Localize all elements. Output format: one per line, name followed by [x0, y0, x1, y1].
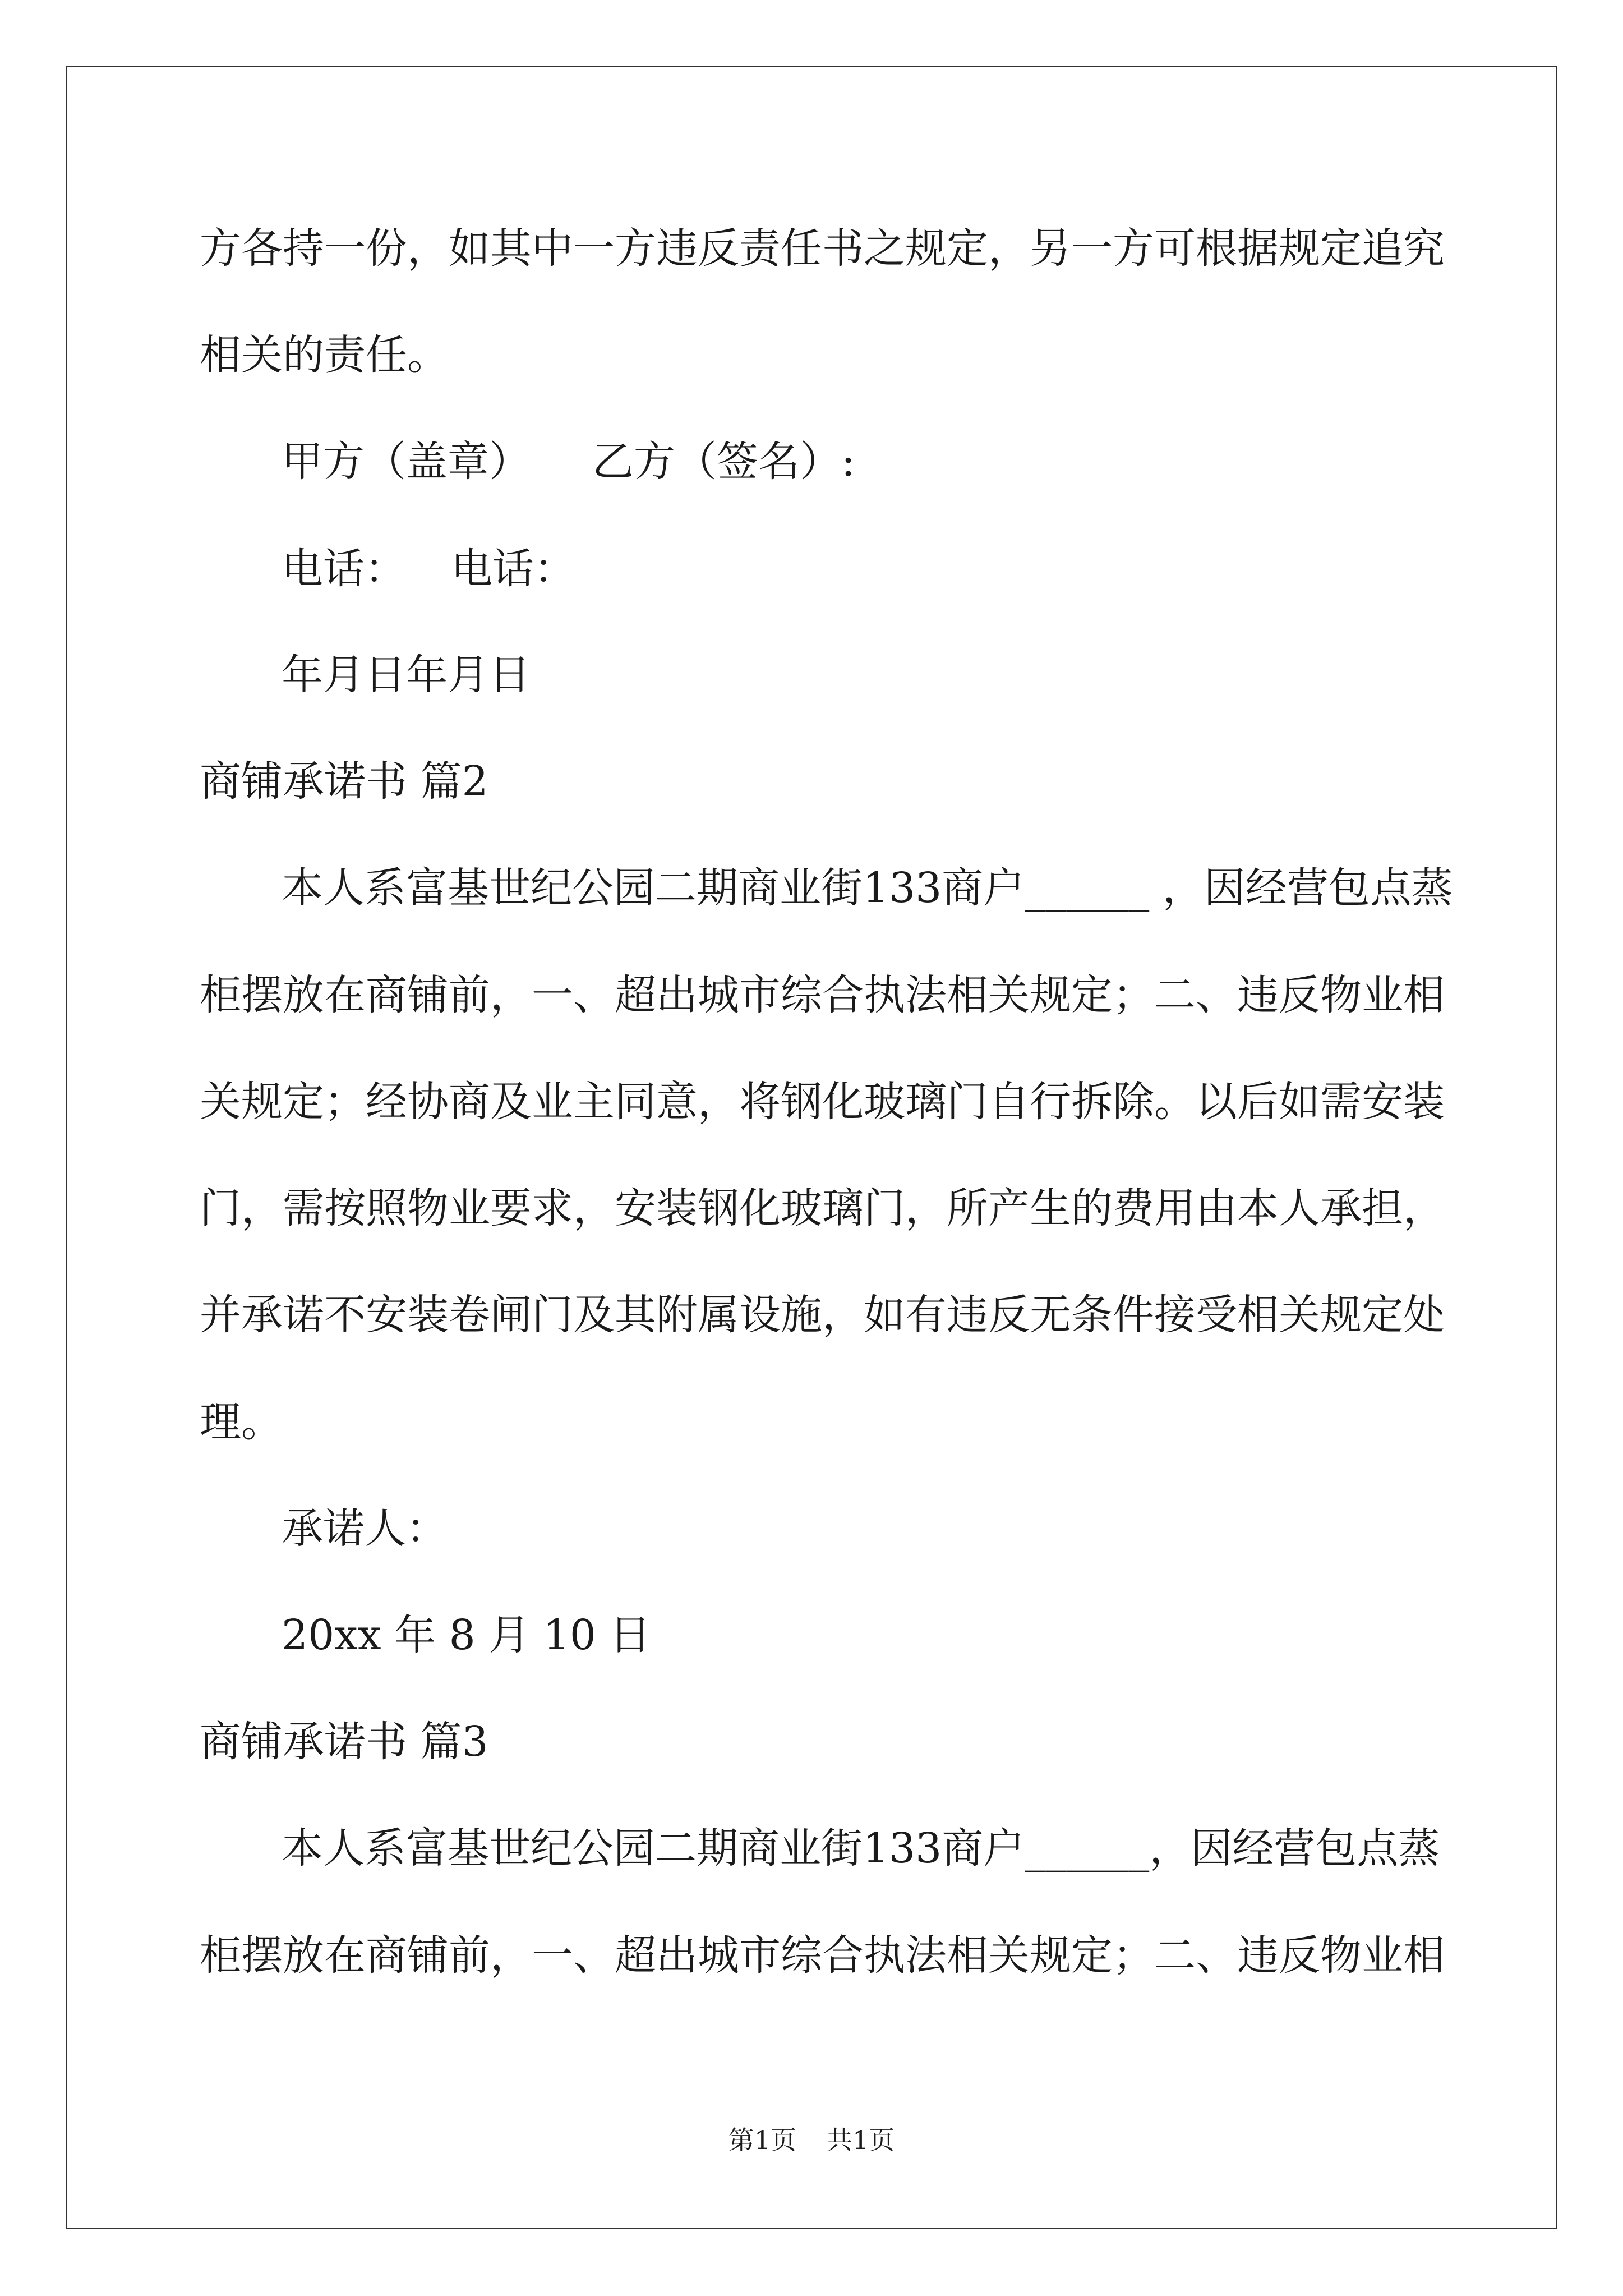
- page-number-current: 第1页: [728, 2125, 796, 2155]
- section-heading-3: 商铺承诺书 篇3: [200, 1718, 488, 1766]
- phone-a-label: 电话：: [282, 545, 406, 593]
- promisor-label: 承诺人：: [282, 1504, 448, 1553]
- paragraph-1-line-1: 方各持一份，如其中一方违反责任书之规定，另一方可根据规定追究: [200, 224, 1445, 273]
- date-line: 年月日年月日: [282, 651, 531, 699]
- paragraph-3-line-1: 本人系富基世纪公园二期商业街133商户______，因经营包点蒸: [282, 1824, 1440, 1872]
- paragraph-2-line-4: 门，需按照物业要求，安装钢化玻璃门，所产生的费用由本人承担，: [200, 1184, 1445, 1232]
- party-a-label: 甲方（盖章）: [282, 438, 531, 486]
- promise-date: 20xx 年 8 月 10 日: [282, 1611, 651, 1659]
- signature-line: [282, 435, 1429, 489]
- phone-line: [282, 542, 1429, 596]
- phone-b-label: 电话：: [451, 545, 575, 593]
- page-footer: [0, 2123, 1623, 2157]
- paragraph-3-line-2: 柜摆放在商铺前，一、超出城市综合执法相关规定；二、违反物业相: [200, 1931, 1445, 1980]
- page-border: [66, 66, 1557, 2229]
- page-number-total: 共1页: [827, 2125, 895, 2155]
- party-b-label: 乙方（签名）:: [592, 438, 855, 486]
- paragraph-2-line-5: 并承诺不安装卷闸门及其附属设施，如有违反无条件接受相关规定处: [200, 1291, 1445, 1339]
- section-heading-2: 商铺承诺书 篇2: [200, 757, 488, 806]
- paragraph-2-line-3: 关规定；经协商及业主同意，将钢化玻璃门自行拆除。以后如需安装: [200, 1078, 1445, 1126]
- paragraph-2-line-1: 本人系富基世纪公园二期商业街133商户______ ，因经营包点蒸: [282, 864, 1453, 912]
- paragraph-2-line-6: 理。: [200, 1398, 283, 1446]
- paragraph-1-line-2: 相关的责任。: [200, 331, 449, 379]
- paragraph-2-line-2: 柜摆放在商铺前，一、超出城市综合执法相关规定；二、违反物业相: [200, 971, 1445, 1019]
